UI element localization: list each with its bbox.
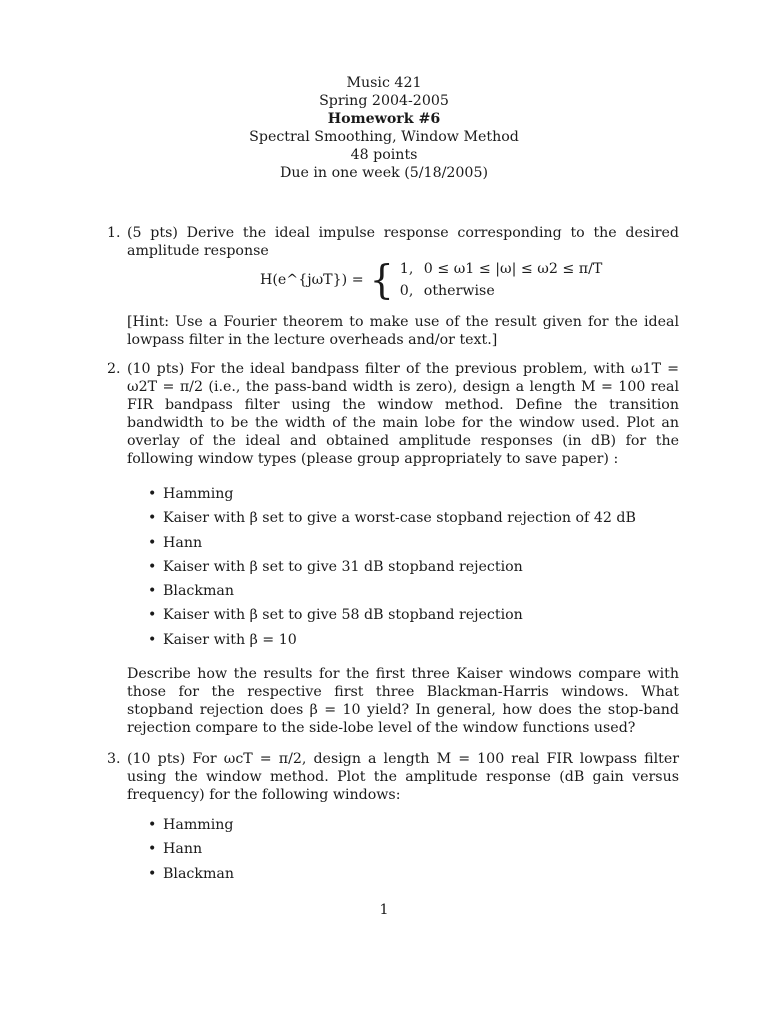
equation-cases [400,258,603,302]
problem-text: (10 pts) For ωcT = π/2, design a length M = 100 real FIR lowpass filter using the window method. Plot the amplitude response (dB gain versus frequency) for the following windows: [127,751,679,803]
case-row [400,280,603,302]
problem-number: 1. [107,225,121,241]
case-value: 1, [399,261,414,277]
problem-1 [107,224,679,260]
homework-title: Homework #6 [327,111,441,127]
case-row [400,258,603,280]
problem-2-followup [107,665,679,737]
course-title: Music 421 [346,75,422,91]
problem-1-hint [107,313,679,349]
due-date: Due in one week (5/18/2005) [279,165,489,181]
case-condition: 0 ≤ ω1 ≤ |ω| ≤ ω2 ≤ π/T [423,261,603,277]
list-item: • Blackman [148,583,235,600]
hint-text: [Hint: Use a Fourier theorem to make use of the result given for the ideal lowpass filter in the lecture overheads and/or text.] [127,314,679,348]
amplitude-response-equation [260,258,602,302]
problem-2 [107,360,679,468]
equation-lhs: H(e^{jωT}) = [260,272,364,288]
list-item: • Blackman [148,865,235,882]
list-item: • Hamming [148,486,234,502]
list-item: • Hann [148,841,203,858]
window-type-list [145,485,679,655]
bullet-icon: • [148,607,157,624]
term: Spring 2004-2005 [319,93,449,109]
case-value: 0, [399,283,414,299]
bullet-icon: • [148,865,157,882]
bullet-icon: • [148,486,157,502]
list-item: • Hann [148,534,203,551]
bullet-icon: • [148,631,157,648]
list-item: • Kaiser with β = 10 [148,631,297,648]
page-number: 1 [379,902,389,918]
points: 48 points [350,147,418,163]
problem-3 [107,750,679,804]
case-condition: otherwise [423,283,495,299]
list-item: • Kaiser with β set to give 58 dB stopband rejection [148,607,523,624]
bullet-icon: • [148,558,157,575]
document-header [0,74,768,182]
bullet-icon: • [148,534,157,551]
list-item: • Kaiser with β set to give a worst-case stopband rejection of 42 dB [148,510,636,527]
bullet-icon: • [148,841,157,858]
problem-number: 3. [107,751,121,767]
topic: Spectral Smoothing, Window Method [249,129,519,145]
bullet-icon: • [148,583,157,600]
problem-text: (10 pts) For the ideal bandpass filter of the previous problem, with ω1T = ω2T = π/2 (i.e., the pass-band width is zero), design a length M = 100 real FIR bandpass filter using the window method. Define the transition bandwidth to be the width of the main lobe for the window used. Plot an overlay of the ideal and obtained amplitude responses (in dB) for the following window types (please group appropriately to save paper) : [127,361,679,467]
lowpass-window-list [145,816,679,889]
problem-number: 2. [107,361,121,377]
bullet-icon: • [148,817,157,833]
list-item: • Kaiser with β set to give 31 dB stopband rejection [148,558,523,575]
followup-text: Describe how the results for the first three Kaiser windows compare with those for the respective first three Blackman-Harris windows. What stopband rejection does β = 10 yield? In general, how does the stop-band rejection compare to the side-lobe level of the window functions used? [127,666,679,736]
problem-text: (5 pts) Derive the ideal impulse response corresponding to the desired amplitude response [127,225,679,259]
list-item: • Hamming [148,817,234,833]
brace-symbol: { [369,256,394,304]
bullet-icon: • [148,510,157,527]
